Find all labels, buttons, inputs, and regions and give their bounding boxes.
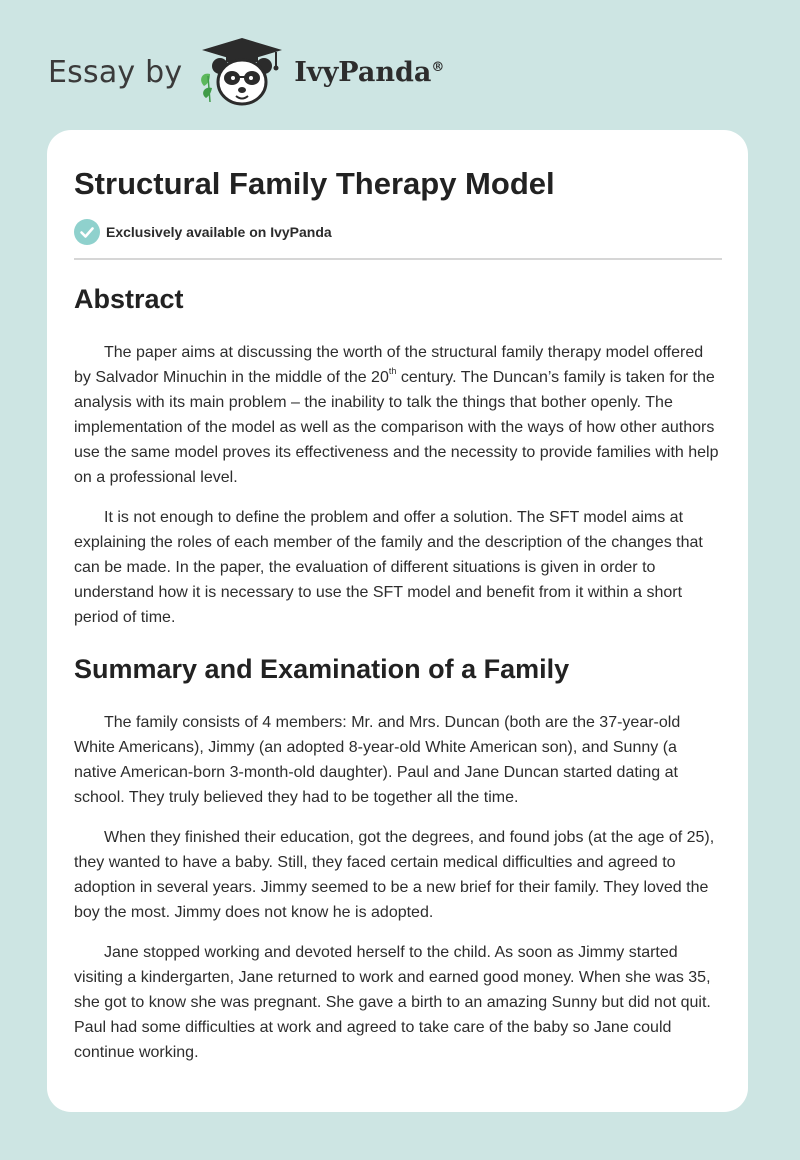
registered-mark: ® [431, 59, 445, 75]
exclusive-badge [74, 218, 722, 246]
page-title: Structural Family Therapy Model [74, 166, 555, 201]
paragraph: It is not enough to define the problem and offer a solution. The SFT model aims at explaining the roles of each member of the family and the description of the changes that can be made. In the paper, the evaluation of different situations is given in order to understand how it is necessary to use the SFT model and benefit from it within a short period of time. [74, 509, 703, 626]
site-header [48, 36, 444, 108]
section-summary [74, 652, 722, 1065]
section-heading: Summary and Examination of a Family [74, 654, 570, 684]
check-circle-icon [74, 219, 100, 245]
paragraph: The family consists of 4 members: Mr. and Mrs. Duncan (both are the 37-year-old White Americans), Jimmy (an adopted 8-year-old White American son), and Sunny (a native American-born 3-month-old daughter). Paul and Jane Duncan started dating at school. They truly believed they had to be together all the time. [74, 714, 681, 806]
panda-logo-icon [196, 36, 288, 108]
section-abstract [74, 282, 722, 630]
section-heading: Abstract [74, 284, 184, 314]
title-divider [74, 258, 722, 260]
brand-name[interactable]: IvyPanda® [294, 56, 445, 88]
paragraph: When they finished their education, got the degrees, and found jobs (at the age of 25), they wanted to have a baby. Still, they faced certain medical difficulties and agreed to adoption in several years. Jimmy seemed to be a new brief for their family. They loved the boy the most. Jimmy does not know he is adopted. [74, 829, 715, 921]
paragraph: Jane stopped working and devoted herself to the child. As soon as Jimmy started visiting a kindergarten, Jane returned to work and earned good money. When she was 35, she got to know she was pregnant. She gave a birth to an amazing Sunny but did not quit. Paul had some difficulties at work and agreed to take care of the baby so Jane could continue working. [74, 944, 711, 1061]
superscript: th [388, 366, 397, 376]
essay-by-label: Essay by [48, 54, 183, 90]
paragraph: The paper aims at discussing the worth of the structural family therapy model offered by Salvador Minuchin in the middle of the 20th century. The Duncan’s family is taken for the analysis with its main problem – the inability to talk the things that bother openly. The implementation of the model as well as the comparison with the ways of how other authors use the same model proves its effectiveness and the necessity to provide families with help on a professional level. [74, 344, 719, 486]
badge-label: Exclusively available on IvyPanda [106, 224, 332, 240]
essay-card [47, 130, 748, 1112]
